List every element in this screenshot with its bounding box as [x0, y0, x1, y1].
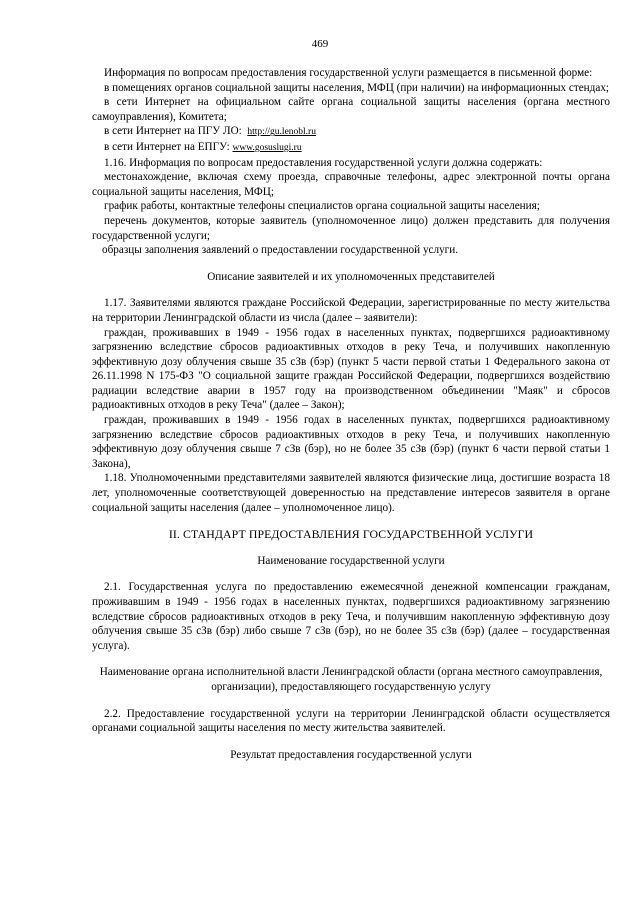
paragraph-info-pgu	[92, 124, 610, 140]
paragraph-2-2: 2.2. Предоставление государственной услуги на территории Ленинградской области осуществляется органами социальной защиты населения по месту жительства заявителей.	[92, 707, 610, 735]
paragraph-schedule: график работы, контактные телефоны специалистов органа социальной защиты населения;	[104, 200, 540, 213]
paragraph-1-18: 1.18. Уполномоченными представителями заявителей являются физические лица, достигшие возраста 18 лет, уполномоченные соответствующей доверенностью на представление интересов заявителя в органе социальной защиты населения (далее – уполномоченное лицо).	[92, 472, 610, 514]
paragraph-info-website: в сети Интернет на официальном сайте органа социальной защиты населения (органа местного самоуправления), Комитета;	[92, 96, 610, 123]
pgu-label: в сети Интернет на ПГУ ЛО:	[104, 125, 242, 138]
paragraph-location: местонахождение, включая схему проезда, справочные телефоны, адрес электронной почты органа социальной защиты населения, МФЦ;	[92, 171, 610, 198]
paragraph-documents: перечень документов, которые заявитель (уполномоченное лицо) должен представить для получения государственной услуги;	[92, 214, 610, 242]
heading-service-name: Наименование государственной услуги	[257, 554, 445, 567]
heading-result: Результат предоставления государственной услуги	[230, 748, 472, 761]
heading-section-2: II. СТАНДАРТ ПРЕДОСТАВЛЕНИЯ ГОСУДАРСТВЕННОЙ УСЛУГИ	[168, 527, 534, 542]
epgu-link[interactable]: www.gosuslugi.ru	[232, 142, 302, 153]
paragraph-1-17: 1.17. Заявителями являются граждане Российской Федерации, зарегистрированные по месту жительства на территории Ленинградской области из числа (далее – заявители):	[92, 297, 610, 324]
heading-applicants: Описание заявителей и их уполномоченных представителей	[207, 270, 495, 283]
paragraph-info-intro: Информация по вопросам предоставления государственной услуги размещается в письменной форме:	[104, 67, 593, 79]
paragraph-info-stands: в помещениях органов социальной защиты населения, МФЦ (при наличии) на информационных стендах;	[104, 81, 610, 94]
paragraph-info-epgu	[92, 140, 610, 156]
pgu-link[interactable]: http://gu.lenobl.ru	[247, 127, 316, 138]
page-number: 469	[311, 38, 329, 50]
document-body	[92, 66, 610, 762]
epgu-label: в сети Интернет на ЕПГУ:	[104, 140, 230, 153]
paragraph-2-1: 2.1. Государственная услуга по предоставлению ежемесячной денежной компенсации гражданам, проживавшим в 1949 - 1956 годах в населенных пунктах, подвергшихся радиоактивному загрязнению вследствие сбросов радиоактивных отходов в реку Теча, и получившим накопленную эффективную дозу облучения свыше 35 сЗв (бэр) либо свыше 7 сЗв (бэр), но не более 35 сЗв (бэр) (далее – государственная услуга).	[92, 581, 610, 652]
paragraph-applicants-7: граждан, проживавших в 1949 - 1956 годах в населенных пунктах, подвергшихся радиоактивному загрязнению вследствие сбросов радиоактивных отходов в реку Теча, и получивших накопленную эффективную дозу облучения свыше 7 сЗв (бэр), но не более 35 сЗв (бэр) (пункт 6 части первой статьи 1 Закона),	[92, 414, 610, 470]
paragraph-applicants-35: граждан, проживавших в 1949 - 1956 годах в населенных пунктах, подвергшихся радиоактивному загрязнению вследствие сбросов радиоактивных отходов в реку Теча, и получивших накопленную эффективную дозу облучения свыше 35 сЗв (бэр) (пункт 5 части первой статьи 1 Федерального закона от 26.11.1998 N 175-ФЗ "О социальной защите граждан Российской Федерации, подвергшихся воздействию радиации вследствие аварии в 1957 году на производственном объединении "Маяк" и сбросов радиоактивных отходов в реку Теча" (далее – Закон);	[92, 326, 610, 412]
heading-authority: Наименование органа исполнительной власти Ленинградской области (органа местного самоуправления, организации), предоставляющего государственную услугу	[99, 666, 603, 693]
paragraph-samples: образцы заполнения заявлений о предоставлении государственной услуги.	[102, 244, 459, 257]
paragraph-1-16: 1.16. Информация по вопросам предоставления государственной услуги должна содержать:	[104, 156, 543, 169]
